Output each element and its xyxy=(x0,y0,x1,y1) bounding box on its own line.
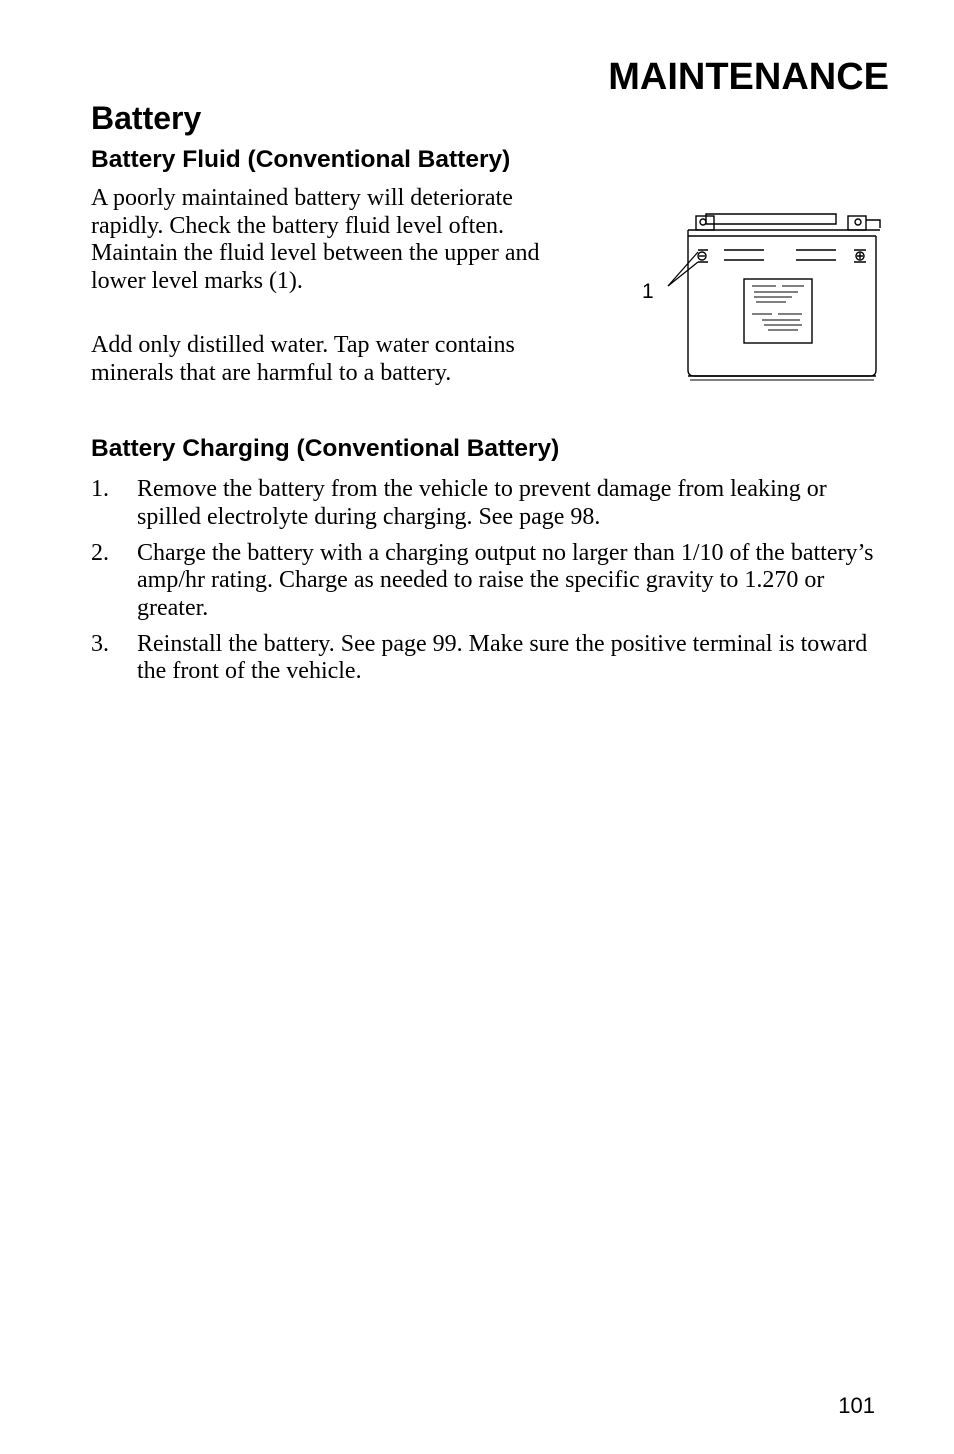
step-number: 1. xyxy=(91,476,109,502)
step-text: Remove the battery from the vehicle to prevent damage from leaking or spilled electrolyte during charging. See page 98. xyxy=(137,476,827,530)
step-text: Charge the battery with a charging output no larger than 1/10 of the battery’s amp/hr rating. Charge as needed to raise the specific gravity to 1.270 or greater. xyxy=(137,539,874,621)
step-item xyxy=(91,476,891,531)
fluid-paragraph-1: A poorly maintained battery will deteriorate rapidly. Check the battery fluid level often. Maintain the fluid level between the upper and lower level marks (1). xyxy=(91,185,540,294)
charging-heading: Battery Charging (Conventional Battery) xyxy=(91,435,560,462)
step-text: Reinstall the battery. See page 99. Make sure the positive terminal is toward the front of the vehicle. xyxy=(137,630,868,684)
step-item xyxy=(91,631,891,686)
charging-steps-list xyxy=(91,476,891,694)
page-number: 101 xyxy=(838,1393,875,1418)
callout-number: 1 xyxy=(642,280,654,303)
step-number: 3. xyxy=(91,630,109,657)
step-item xyxy=(91,540,891,623)
battery-illustration xyxy=(636,206,884,384)
step-number: 2. xyxy=(91,539,109,566)
chapter-title: MAINTENANCE xyxy=(608,56,889,98)
fluid-paragraph-2: Add only distilled water. Tap water contains minerals that are harmful to a battery. xyxy=(91,332,515,386)
section-title: Battery xyxy=(91,100,202,136)
fluid-heading: Battery Fluid (Conventional Battery) xyxy=(91,146,511,173)
